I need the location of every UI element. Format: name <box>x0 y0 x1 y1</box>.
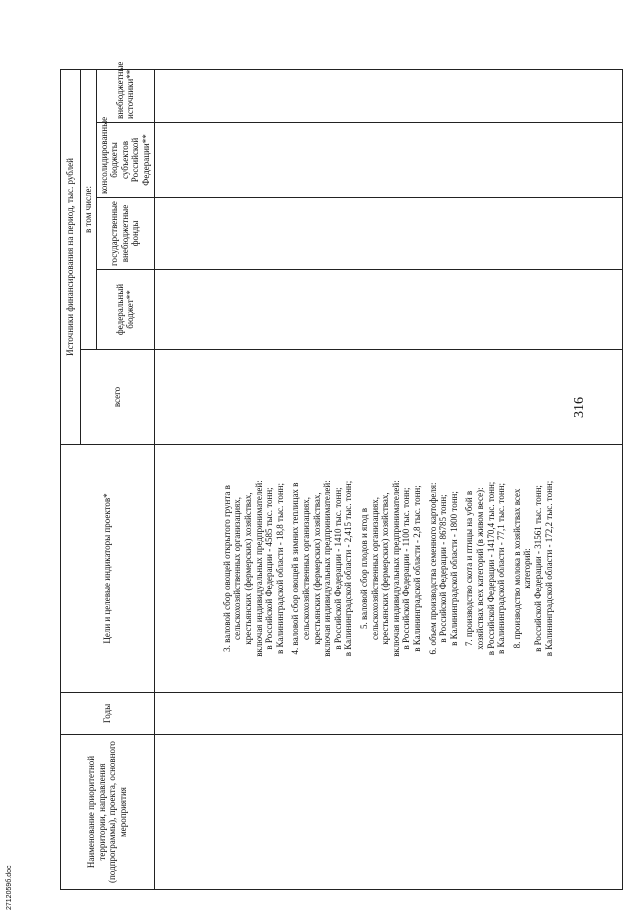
goal-line: сельскохозяйственных организациях, <box>232 448 243 689</box>
cell-consolidated <box>154 123 622 198</box>
footer-doc-code <box>6 840 20 910</box>
goal-line: категорий: <box>522 448 533 689</box>
goal-line: в Российской Федерации - 1410 тыс. тонн; <box>333 448 344 689</box>
header-funding: Источники финансирования на период, тыс. рублей <box>61 69 81 444</box>
goal-line: в Калининградской области - 1800 тонн; <box>449 448 460 689</box>
cell-name <box>154 735 622 890</box>
goal-line: 5. валовой сбор плодов и ягод в <box>359 448 370 689</box>
goal-line: крестьянских (фермерских) хозяйствах, <box>243 448 254 689</box>
goals-list <box>222 448 554 689</box>
goal-item <box>464 448 506 689</box>
goal-line: в Российской Федерации - 14170,4 тыс. тонн; <box>486 448 497 689</box>
goal-line: в Калининградской области - 172,2 тыс. тонн; <box>544 448 555 689</box>
goal-line: в Калининградской области - 18,8 тыс. тонн; <box>275 448 286 689</box>
goal-line: включая индивидуальных предпринимателей: <box>322 448 333 689</box>
rotated-page <box>60 70 620 890</box>
header-goals: Цели и целевые индикаторы проектов* <box>61 445 155 693</box>
goal-item <box>290 448 354 689</box>
header-name: Наименование приоритетной территории, направления (подпрограммы), проекта, основного мероприятия <box>61 735 155 890</box>
goal-line: включая индивидуальных предпринимателей: <box>254 448 265 689</box>
header-extrabudgetary: внебюджетные источники** <box>96 69 154 122</box>
header-years: Годы <box>61 693 155 735</box>
goal-line: в Калининградской области - 2,415 тыс. тонн; <box>343 448 354 689</box>
goal-line: в Российской Федерации - 86785 тонн; <box>438 448 449 689</box>
cell-goals <box>154 445 622 693</box>
cell-federal <box>154 270 622 350</box>
goal-line: 6. объем производства семенного картофеля: <box>428 448 439 689</box>
footer-doc-code-text: 2712059б.doc <box>6 866 13 910</box>
goal-line: 8. производство молока в хозяйствах всех <box>512 448 523 689</box>
cell-extrabudgetary <box>154 69 622 122</box>
goal-item <box>512 448 554 689</box>
header-federal: федеральный бюджет** <box>96 270 154 350</box>
page-number: 316 <box>572 397 588 418</box>
goal-line: в Российской Федерации - 1100 тыс. тонн; <box>401 448 412 689</box>
header-including: в том числе: <box>81 69 97 349</box>
goal-item <box>428 448 460 689</box>
header-total: всего <box>81 350 155 445</box>
header-state-funds: государственные внебюджетные фонды <box>96 198 154 270</box>
goal-line: включая индивидуальных предпринимателей: <box>391 448 402 689</box>
goal-item <box>359 448 423 689</box>
goal-line: 7. производство скота и птицы на убой в <box>464 448 475 689</box>
goal-line: сельскохозяйственных организациях, <box>370 448 381 689</box>
goal-line: хозяйствах всех категорий (в живом весе): <box>475 448 486 689</box>
goal-line: крестьянских (фермерских) хозяйствах, <box>312 448 323 689</box>
goal-line: сельскохозяйственных организациях, <box>301 448 312 689</box>
cell-years <box>154 693 622 735</box>
cell-state-funds <box>154 198 622 270</box>
goal-item <box>222 448 286 689</box>
funding-table <box>60 69 623 890</box>
goal-line: в Калининградской области - 2,8 тыс. тонн; <box>412 448 423 689</box>
goal-line: в Калининградской области - 77,1 тыс. тонн; <box>496 448 507 689</box>
goal-line: в Российской Федерации - 4585 тыс. тонн; <box>264 448 275 689</box>
goal-line: 4. валовой сбор овощей в зимних теплицах в <box>290 448 301 689</box>
goal-line: крестьянских (фермерских) хозяйствах, <box>380 448 391 689</box>
cell-total <box>154 350 622 445</box>
goal-line: в Российской Федерации - 31561 тыс. тонн; <box>533 448 544 689</box>
header-consolidated: консолидированные бюджеты субъектов Российской Федерации** <box>96 123 154 198</box>
goal-line: 3. валовой сбор овощей открытого грунта в <box>222 448 233 689</box>
